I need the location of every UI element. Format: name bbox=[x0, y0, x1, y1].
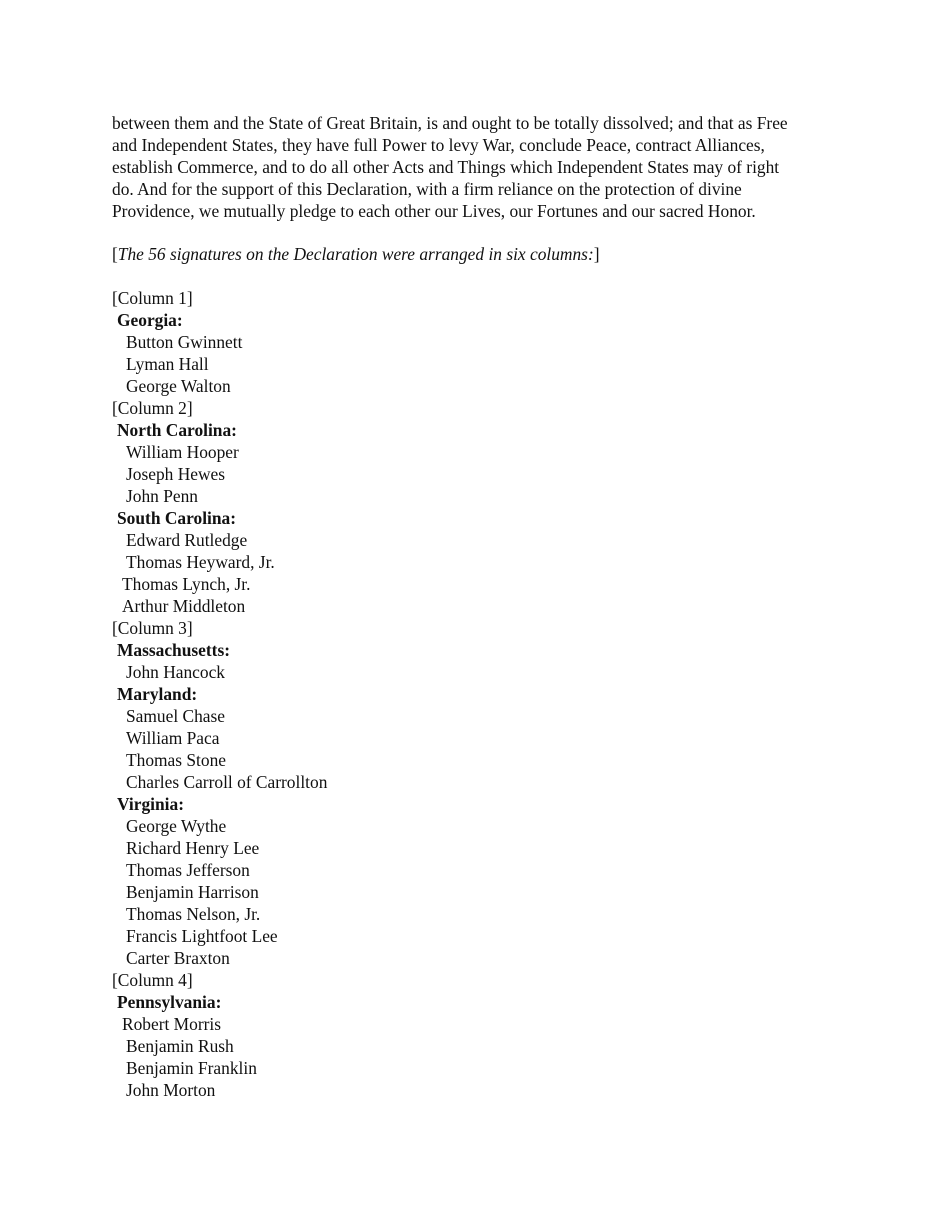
signer-name: George Walton bbox=[126, 376, 231, 396]
paragraph-line: do. And for the support of this Declaration, with a firm reliance on the protection of divine bbox=[112, 179, 742, 199]
signer-name: Thomas Nelson, Jr. bbox=[126, 904, 261, 924]
signer-name: Robert Morris bbox=[122, 1014, 222, 1034]
signer-name: George Wythe bbox=[126, 816, 227, 836]
signer-name: John Hancock bbox=[126, 662, 226, 682]
signer-name: Thomas Stone bbox=[126, 750, 226, 770]
signer-name: Benjamin Rush bbox=[126, 1036, 234, 1056]
state-heading: Pennsylvania: bbox=[117, 992, 222, 1012]
state-heading: Massachusetts: bbox=[117, 640, 231, 660]
signer-name: Richard Henry Lee bbox=[126, 838, 260, 858]
paragraph-line: and Independent States, they have full Power to levy War, conclude Peace, contract Alliances, bbox=[112, 135, 765, 155]
column-label: [Column 4] bbox=[112, 970, 193, 990]
paragraph-line: establish Commerce, and to do all other Acts and Things which Independent States may of right bbox=[112, 157, 780, 177]
closing-paragraph bbox=[112, 112, 842, 222]
state-heading: Virginia: bbox=[117, 794, 184, 814]
signer-name: Charles Carroll of Carrollton bbox=[126, 772, 328, 792]
state-heading: Maryland: bbox=[117, 684, 198, 704]
signer-name: Arthur Middleton bbox=[122, 596, 246, 616]
signer-name: Edward Rutledge bbox=[126, 530, 248, 550]
signatures-list bbox=[112, 287, 842, 1101]
state-heading: Georgia: bbox=[117, 310, 183, 330]
signer-name: Samuel Chase bbox=[126, 706, 226, 726]
signatures-note bbox=[112, 243, 842, 265]
document-page bbox=[112, 112, 842, 1101]
paragraph-line: Providence, we mutually pledge to each other our Lives, our Fortunes and our sacred Honor. bbox=[112, 201, 756, 221]
signer-name: Benjamin Harrison bbox=[126, 882, 259, 902]
signer-name: John Morton bbox=[126, 1080, 216, 1100]
signer-name: Carter Braxton bbox=[126, 948, 230, 968]
signer-name: Thomas Heyward, Jr. bbox=[126, 552, 275, 572]
signer-name: Lyman Hall bbox=[126, 354, 209, 374]
signer-name: Benjamin Franklin bbox=[126, 1058, 257, 1078]
signer-name: William Paca bbox=[126, 728, 220, 748]
column-label: [Column 3] bbox=[112, 618, 193, 638]
paragraph-line: between them and the State of Great Britain, is and ought to be totally dissolved; and that as Free bbox=[112, 113, 788, 133]
note-open-bracket: [ bbox=[112, 244, 118, 264]
state-heading: South Carolina: bbox=[117, 508, 237, 528]
note-text: The 56 signatures on the Declaration were arranged in six columns: bbox=[117, 244, 594, 264]
signer-name: Joseph Hewes bbox=[126, 464, 226, 484]
state-heading: North Carolina: bbox=[117, 420, 237, 440]
note-close-bracket: ] bbox=[593, 244, 600, 264]
signer-name: Button Gwinnett bbox=[126, 332, 243, 352]
signer-name: Thomas Lynch, Jr. bbox=[122, 574, 251, 594]
signer-name: Francis Lightfoot Lee bbox=[126, 926, 278, 946]
column-label: [Column 2] bbox=[112, 398, 193, 418]
signer-name: John Penn bbox=[126, 486, 198, 506]
column-label: [Column 1] bbox=[112, 288, 193, 308]
signer-name: Thomas Jefferson bbox=[126, 860, 250, 880]
signer-name: William Hooper bbox=[126, 442, 239, 462]
